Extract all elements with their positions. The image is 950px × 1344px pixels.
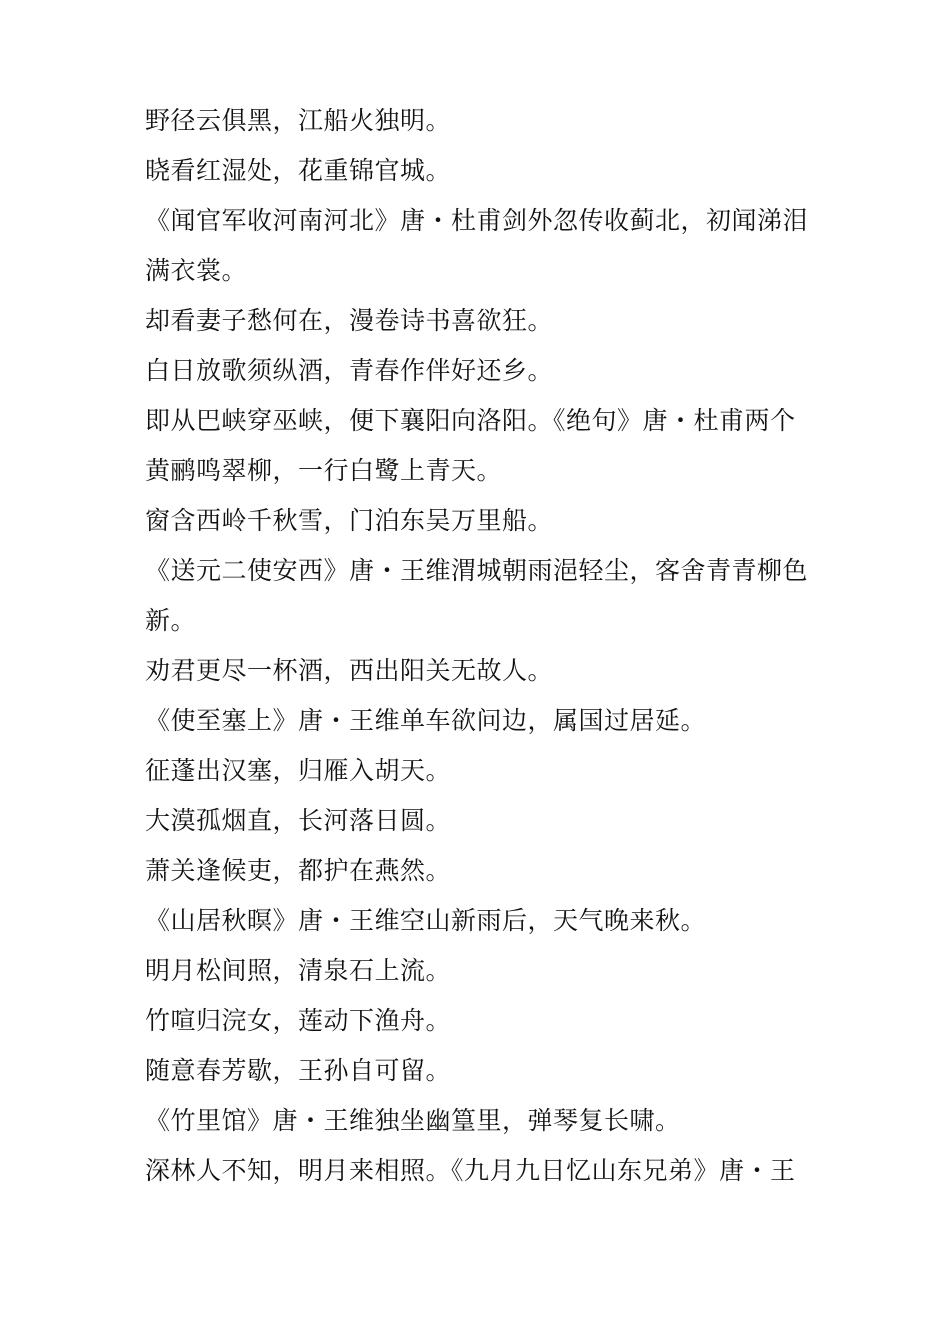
text-line: 《使至塞上》唐・王维单车欲问边，属国过居延。 — [145, 706, 707, 735]
text-line: 征蓬出汉塞，归雁入胡天。 — [145, 756, 452, 785]
text-line: 却看妻子愁何在，漫卷诗书喜欲狂。 — [145, 306, 554, 335]
text-line: 《闻官军收河南河北》唐・杜甫剑外忽传收蓟北，初闻涕泪 — [145, 206, 809, 235]
text-line: 即从巴峡穿巫峡，便下襄阳向洛阳。《绝句》唐・杜甫两个 — [145, 406, 796, 435]
text-line: 新。 — [145, 606, 197, 635]
text-line: 《山居秋暝》唐・王维空山新雨后，天气晚来秋。 — [145, 906, 707, 935]
text-line: 大漠孤烟直，长河落日圆。 — [145, 806, 452, 835]
text-line: 黄鹂鸣翠柳，一行白鹭上青天。 — [145, 456, 503, 485]
text-line: 白日放歌须纵酒，青春作伴好还乡。 — [145, 356, 554, 385]
text-line: 满衣裳。 — [145, 256, 248, 285]
text-line: 随意春芳歇，王孙自可留。 — [145, 1056, 452, 1085]
text-line: 窗含西岭千秋雪，门泊东吴万里船。 — [145, 506, 554, 535]
text-line: 深林人不知，明月来相照。《九月九日忆山东兄弟》唐・王 — [145, 1156, 796, 1185]
text-line: 野径云俱黑，江船火独明。 — [145, 106, 452, 135]
text-line: 《竹里馆》唐・王维独坐幽篁里，弹琴复长啸。 — [145, 1106, 681, 1135]
text-line: 《送元二使安西》唐・王维渭城朝雨浥轻尘，客舍青青柳色 — [145, 556, 809, 585]
text-line: 萧关逢候吏，都护在燕然。 — [145, 856, 452, 885]
text-line: 晓看红湿处，花重锦官城。 — [145, 156, 452, 185]
text-line: 竹喧归浣女，莲动下渔舟。 — [145, 1006, 452, 1035]
poem-text-body — [145, 96, 825, 1196]
text-line: 劝君更尽一杯酒，西出阳关无故人。 — [145, 656, 554, 685]
text-line: 明月松间照，清泉石上流。 — [145, 956, 452, 985]
